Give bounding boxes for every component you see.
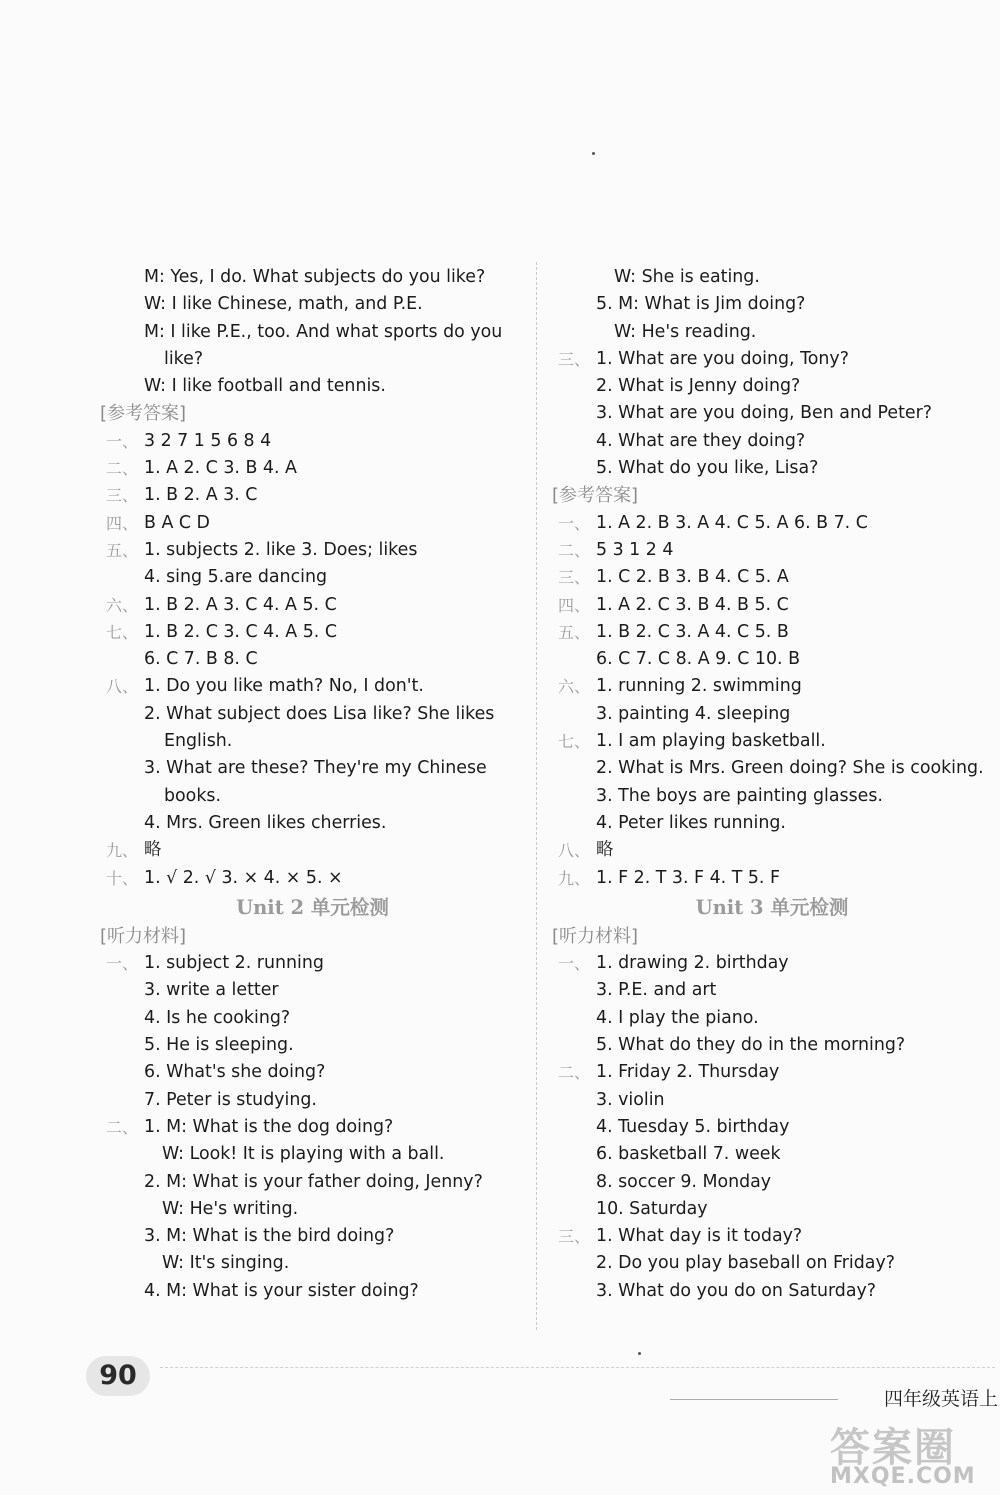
watermark-url: MXQE.COM xyxy=(830,1464,976,1489)
line-text: 2. What subject does Lisa like? She likes xyxy=(144,703,495,724)
text-line xyxy=(552,564,992,591)
text-line xyxy=(552,537,992,564)
question-number: 八、 xyxy=(106,677,139,697)
text-line xyxy=(552,1278,992,1305)
text-line xyxy=(552,1250,992,1277)
line-text: 4. What are they doing? xyxy=(596,430,806,451)
question-number: 五、 xyxy=(558,622,591,642)
text-line xyxy=(552,346,992,373)
text-line xyxy=(100,482,525,509)
text-line xyxy=(100,755,525,782)
section-heading: [参考答案] xyxy=(100,403,187,425)
line-text: 1. I am playing basketball. xyxy=(596,731,826,752)
line-text: 3. What do you do on Saturday? xyxy=(596,1280,877,1301)
line-text: 1. A 2. C 3. B 4. B 5. C xyxy=(596,594,789,615)
text-line xyxy=(100,373,525,400)
speck xyxy=(592,152,595,155)
line-text: 4. sing 5.are dancing xyxy=(144,567,328,588)
text-line xyxy=(552,673,992,700)
text-line xyxy=(552,400,992,427)
line-text: 3. What are you doing, Ben and Peter? xyxy=(596,403,932,424)
right-column xyxy=(552,264,992,1305)
text-line xyxy=(100,1032,525,1059)
text-line xyxy=(100,701,525,728)
text-line xyxy=(100,1141,525,1168)
line-text: 1. Friday 2. Thursday xyxy=(596,1062,780,1083)
text-line xyxy=(552,1005,992,1032)
line-text: 4. M: What is your sister doing? xyxy=(144,1280,419,1301)
section-heading: [参考答案] xyxy=(552,485,639,507)
text-line xyxy=(100,1169,525,1196)
text-line xyxy=(100,537,525,564)
text-line xyxy=(100,1087,525,1114)
line-text: English. xyxy=(164,731,233,752)
text-line xyxy=(552,1059,992,1086)
question-number: 一、 xyxy=(558,954,591,974)
line-text: books. xyxy=(164,785,221,806)
question-number: 一、 xyxy=(558,513,591,533)
line-text: 1. subjects 2. like 3. Does; likes xyxy=(144,539,418,560)
line-text: 4. Peter likes running. xyxy=(596,812,786,833)
line-text: 1. subject 2. running xyxy=(144,953,324,974)
text-line xyxy=(552,1196,992,1223)
line-text: 1. B 2. A 3. C xyxy=(144,485,258,506)
line-text: 3. violin xyxy=(596,1089,665,1110)
line-text: 3 2 7 1 5 6 8 4 xyxy=(144,430,272,451)
line-text: 6. What's she doing? xyxy=(144,1062,326,1083)
column-divider xyxy=(536,262,537,1330)
line-text: 3. M: What is the bird doing? xyxy=(144,1226,395,1247)
question-number: 六、 xyxy=(558,677,591,697)
text-line xyxy=(552,510,992,537)
text-line xyxy=(100,619,525,646)
line-text: W: I like football and tennis. xyxy=(144,376,386,397)
line-text: 5. M: What is Jim doing? xyxy=(596,294,806,315)
text-line xyxy=(552,373,992,400)
text-line xyxy=(100,455,525,482)
text-line xyxy=(552,865,992,892)
text-line xyxy=(552,1087,992,1114)
text-line xyxy=(552,837,992,864)
text-line xyxy=(100,1059,525,1086)
text-line xyxy=(100,673,525,700)
question-number: 三、 xyxy=(558,568,591,588)
line-text: 4. Is he cooking? xyxy=(144,1007,291,1028)
question-number: 七、 xyxy=(106,622,139,642)
text-line xyxy=(100,1278,525,1305)
question-number: 三、 xyxy=(558,1227,591,1247)
text-line xyxy=(552,646,992,673)
line-text: 1. C 2. B 3. B 4. C 5. A xyxy=(596,567,789,588)
text-line xyxy=(100,1005,525,1032)
line-text: 2. Do you play baseball on Friday? xyxy=(596,1253,895,1274)
line-text: 3. painting 4. sleeping xyxy=(596,703,791,724)
line-text: W: Look! It is playing with a ball. xyxy=(162,1144,445,1165)
text-line xyxy=(552,810,992,837)
text-line xyxy=(552,701,992,728)
question-number: 二、 xyxy=(558,1063,591,1083)
line-text: 7. Peter is studying. xyxy=(144,1089,317,1110)
text-line xyxy=(552,977,992,1004)
line-text: 10. Saturday xyxy=(596,1198,708,1219)
text-line xyxy=(100,264,525,291)
line-text: 1. B 2. C 3. A 4. C 5. B xyxy=(596,621,789,642)
question-number: 六、 xyxy=(106,595,139,615)
line-text: 1. B 2. A 3. C 4. A 5. C xyxy=(144,594,337,615)
line-text: 1. running 2. swimming xyxy=(596,676,802,697)
text-line xyxy=(552,319,992,346)
question-number: 三、 xyxy=(106,486,139,506)
text-line xyxy=(552,1169,992,1196)
line-text: M: I like P.E., too. And what sports do you xyxy=(144,321,503,342)
line-text: 5 3 1 2 4 xyxy=(596,539,674,560)
line-text: 3. The boys are painting glasses. xyxy=(596,785,883,806)
question-number: 二、 xyxy=(106,1117,139,1137)
text-line xyxy=(100,810,525,837)
text-line xyxy=(552,1141,992,1168)
line-text: 2. What is Jenny doing? xyxy=(596,376,801,397)
line-text: W: He's reading. xyxy=(614,321,757,342)
text-line xyxy=(100,783,525,810)
line-text: 6. C 7. C 8. A 9. C 10. B xyxy=(596,649,801,670)
text-line xyxy=(100,977,525,1004)
line-text: 1. What are you doing, Tony? xyxy=(596,348,849,369)
line-text: 1. What day is it today? xyxy=(596,1226,803,1247)
text-line xyxy=(100,1250,525,1277)
text-line xyxy=(552,1114,992,1141)
speck xyxy=(638,1352,641,1355)
question-number: 八、 xyxy=(558,841,591,861)
text-line xyxy=(552,755,992,782)
text-line xyxy=(552,783,992,810)
text-line xyxy=(552,619,992,646)
line-text: 4. Mrs. Green likes cherries. xyxy=(144,812,387,833)
line-text: 2. What is Mrs. Green doing? She is cooking. xyxy=(596,758,984,779)
section-heading: [听力材料] xyxy=(552,925,639,947)
footer-rule xyxy=(670,1399,838,1400)
line-text: 6. basketball 7. week xyxy=(596,1144,781,1165)
line-text: 3. P.E. and art xyxy=(596,980,717,1001)
question-number: 一、 xyxy=(106,431,139,451)
footer-dashed-line xyxy=(160,1367,995,1368)
text-line xyxy=(552,428,992,455)
line-text: 6. C 7. B 8. C xyxy=(144,649,258,670)
watermark-logo xyxy=(824,1416,1000,1492)
line-text: 1. Do you like math? No, I don't. xyxy=(144,676,424,697)
line-text: 3. write a letter xyxy=(144,980,279,1001)
book-label: 四年级英语上 xyxy=(884,1388,999,1410)
unit-title: Unit 2 单元检测 xyxy=(236,895,389,919)
question-number: 一、 xyxy=(106,954,139,974)
text-line xyxy=(100,564,525,591)
text-line xyxy=(100,510,525,537)
text-line xyxy=(552,592,992,619)
line-text: B A C D xyxy=(144,512,210,533)
text-line xyxy=(100,592,525,619)
line-text: 2. M: What is your father doing, Jenny? xyxy=(144,1171,483,1192)
line-text: 1. A 2. B 3. A 4. C 5. A 6. B 7. C xyxy=(596,512,868,533)
text-line xyxy=(100,1223,525,1250)
question-number: 四、 xyxy=(106,513,139,533)
text-line xyxy=(100,646,525,673)
text-line xyxy=(100,728,525,755)
line-text: W: I like Chinese, math, and P.E. xyxy=(144,294,423,315)
text-line xyxy=(552,264,992,291)
line-text: 8. soccer 9. Monday xyxy=(596,1171,772,1192)
line-text: 4. Tuesday 5. birthday xyxy=(596,1116,790,1137)
question-number: 十、 xyxy=(106,868,139,888)
line-text: 1. B 2. C 3. C 4. A 5. C xyxy=(144,621,337,642)
text-line xyxy=(100,865,525,892)
line-text: 1. A 2. C 3. B 4. A xyxy=(144,458,297,479)
left-column xyxy=(100,264,525,1305)
section-heading: [听力材料] xyxy=(100,925,187,947)
unit-title: Unit 3 单元检测 xyxy=(695,895,849,919)
text-line xyxy=(100,319,525,346)
page-number: 90 xyxy=(86,1356,150,1396)
line-text: 略 xyxy=(596,840,614,861)
question-number: 七、 xyxy=(558,732,591,752)
text-line xyxy=(552,291,992,318)
line-text: 5. What do you like, Lisa? xyxy=(596,458,819,479)
line-text: W: She is eating. xyxy=(614,267,760,287)
question-number: 二、 xyxy=(558,540,591,560)
text-line xyxy=(100,291,525,318)
text-line xyxy=(552,950,992,977)
line-text: 1. drawing 2. birthday xyxy=(596,953,789,974)
line-text: like? xyxy=(164,348,204,369)
line-text: 4. I play the piano. xyxy=(596,1007,759,1028)
line-text: W: He's writing. xyxy=(162,1198,299,1219)
question-number: 三、 xyxy=(558,349,591,369)
text-line xyxy=(552,455,992,482)
text-line xyxy=(100,346,525,373)
line-text: 略 xyxy=(144,840,162,861)
text-line xyxy=(100,1114,525,1141)
question-number: 九、 xyxy=(558,868,591,888)
watermark-logo-text: 答案圈 xyxy=(830,1425,956,1471)
question-number: 二、 xyxy=(106,459,139,479)
line-text: 1. F 2. T 3. F 4. T 5. F xyxy=(596,867,780,888)
text-line xyxy=(552,1223,992,1250)
question-number: 九、 xyxy=(106,841,139,861)
text-line xyxy=(100,837,525,864)
text-line xyxy=(100,428,525,455)
line-text: M: Yes, I do. What subjects do you like? xyxy=(144,267,486,287)
text-line xyxy=(100,1196,525,1223)
line-text: 1. M: What is the dog doing? xyxy=(144,1116,394,1137)
line-text: 3. What are these? They're my Chinese xyxy=(144,758,487,779)
line-text: 5. He is sleeping. xyxy=(144,1035,294,1056)
question-number: 四、 xyxy=(558,595,591,615)
line-text: 5. What do they do in the morning? xyxy=(596,1035,906,1056)
line-text: W: It's singing. xyxy=(162,1253,290,1274)
text-line xyxy=(552,728,992,755)
text-line xyxy=(552,1032,992,1059)
text-line xyxy=(100,950,525,977)
question-number: 五、 xyxy=(106,540,139,560)
line-text: 1. √ 2. √ 3. × 4. × 5. × xyxy=(144,867,343,888)
